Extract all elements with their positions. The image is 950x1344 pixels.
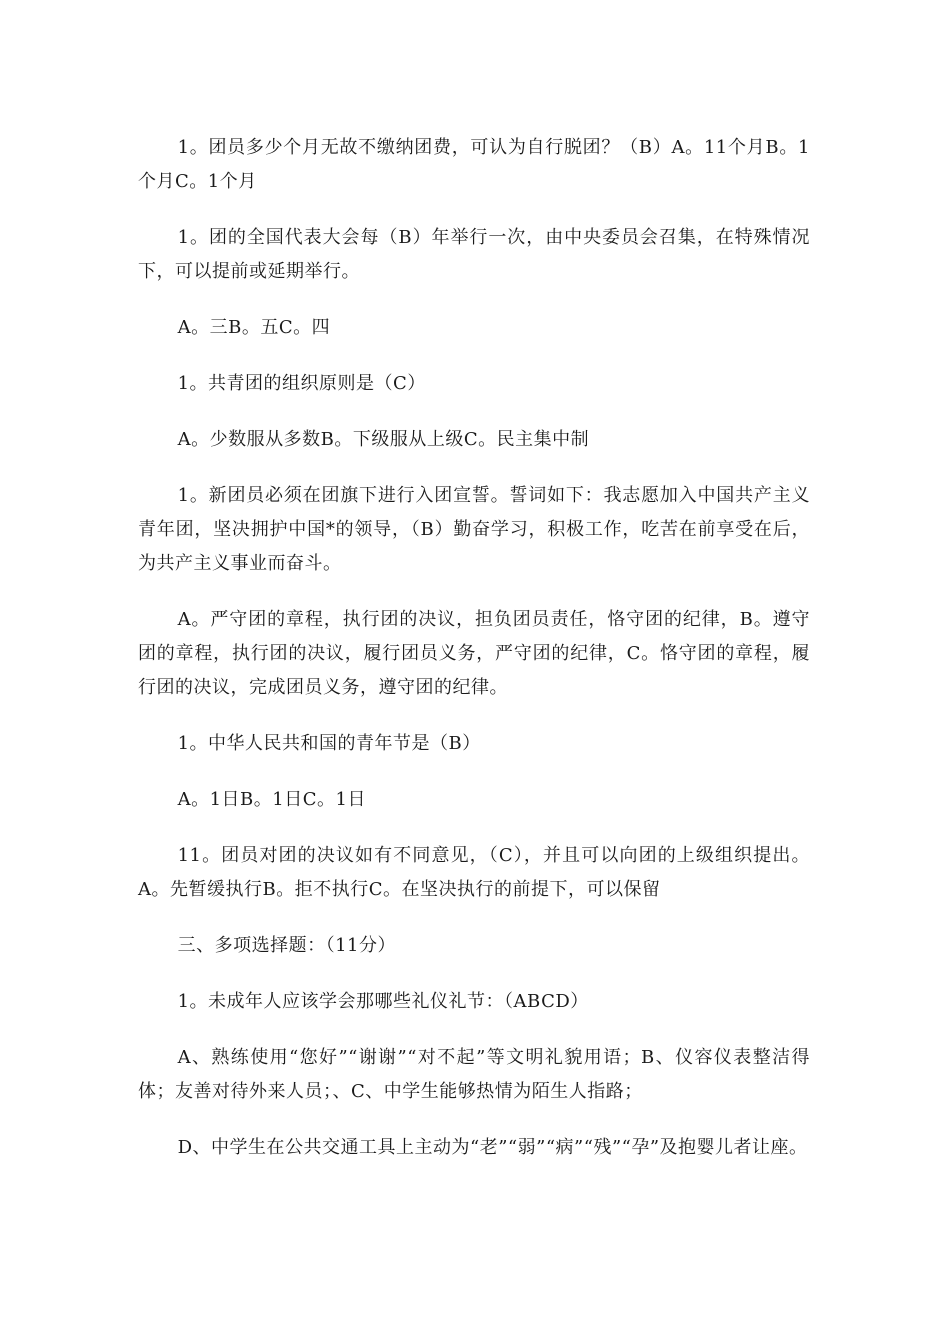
question-4-text: 1。新团员必须在团旗下进行入团宣誓。誓词如下：我志愿加入中国共产主义青年团，坚决拥护中国*的领导，（B）勤奋学习，积极工作，吃苦在前享受在后，为共产主义事业而奋斗。 <box>138 485 810 574</box>
question-2-options: A。三B。五C。四 <box>177 317 331 338</box>
question-5-options: A。1日B。1日C。1日 <box>177 789 366 810</box>
document-body <box>138 131 810 1187</box>
multi-question-1-option-d: D、中学生在公共交通工具上主动为“老”“弱”“病”“残”“孕”及抱婴儿者让座。 <box>177 1137 808 1158</box>
question-4-options: A。严守团的章程，执行团的决议，担负团员责任，恪守团的纪律，B。遵守团的章程，执行团的决议，履行团员义务，严守团的纪律，C。恪守团的章程，履行团的决议，完成团员义务，遵守团的纪律。 <box>138 609 810 698</box>
question-6-text: 11。团员对团的决议如有不同意见，（C），并且可以向团的上级组织提出。A。先暂缓执行B。拒不执行C。在坚决执行的前提下，可以保留 <box>138 845 810 900</box>
section-heading-multiple-choice: 三、多项选择题：（11分） <box>177 935 396 956</box>
question-5-text: 1。中华人民共和国的青年节是（B） <box>177 733 481 754</box>
question-3-options: A。少数服从多数B。下级服从上级C。民主集中制 <box>177 429 590 450</box>
question-1-text: 1。团员多少个月无故不缴纳团费，可认为自行脱团？（B）A。11个月B。1个月C。1个月 <box>138 137 810 192</box>
multi-question-1-text: 1。未成年人应该学会那哪些礼仪礼节：（ABCD） <box>177 991 589 1012</box>
question-3-text: 1。共青团的组织原则是（C） <box>177 373 426 394</box>
question-2-text: 1。团的全国代表大会每（B）年举行一次，由中央委员会召集，在特殊情况下，可以提前或延期举行。 <box>138 227 810 282</box>
multi-question-1-options-abc: A、熟练使用“您好”“谢谢”“对不起”等文明礼貌用语；B、仪容仪表整洁得体；友善对待外来人员；、C、中学生能够热情为陌生人指路； <box>138 1047 810 1102</box>
